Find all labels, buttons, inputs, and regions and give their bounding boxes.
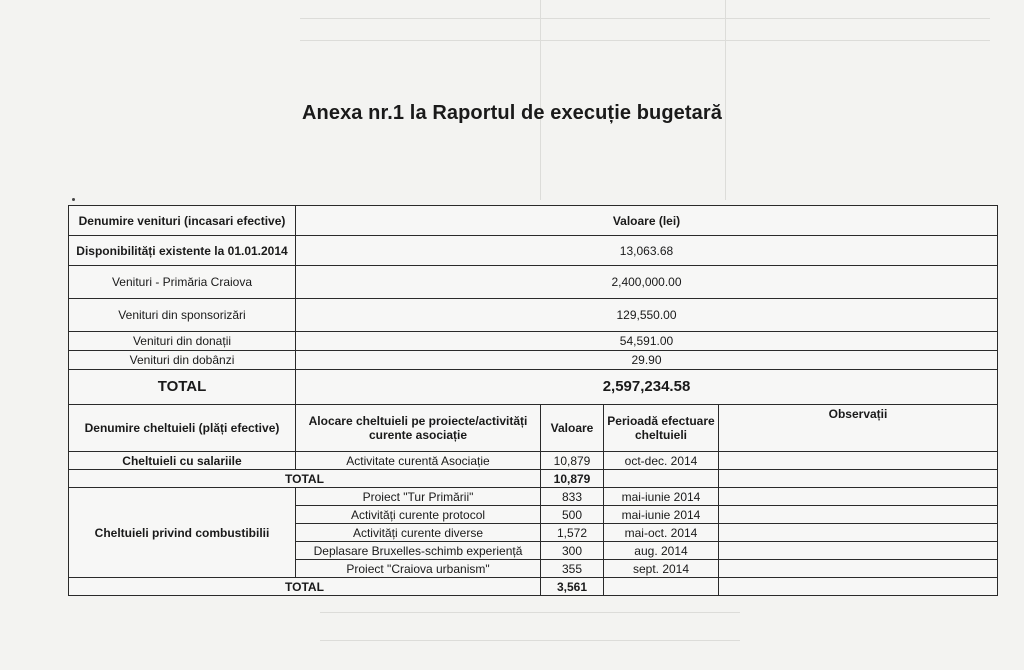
fuel-allocation: Proiect "Craiova urbanism" [296, 560, 541, 578]
salary-period: oct-dec. 2014 [604, 452, 719, 470]
fuel-notes [719, 506, 998, 524]
income-total-label: TOTAL [69, 370, 296, 405]
fuel-allocation: Activități curente diverse [296, 524, 541, 542]
budget-table [68, 205, 998, 596]
fuel-name: Cheltuieli privind combustibilii [69, 488, 296, 578]
income-label: Venituri din dobânzi [69, 351, 296, 370]
fuel-notes [719, 542, 998, 560]
salary-notes [719, 452, 998, 470]
fuel-value: 833 [541, 488, 604, 506]
income-header-label: Denumire venituri (incasari efective) [69, 206, 296, 236]
fuel-allocation: Deplasare Bruxelles-schimb experiență [296, 542, 541, 560]
title-main: Anexa nr.1 la Raportul de [301, 102, 551, 124]
expenses-header-row [69, 405, 998, 452]
fuel-period: mai-oct. 2014 [604, 524, 719, 542]
scan-speck [72, 198, 75, 201]
fuel-notes [719, 524, 998, 542]
fuel-allocation: Proiect "Tur Primării" [296, 488, 541, 506]
page-title [0, 102, 1024, 125]
income-value: 54,591.00 [296, 332, 998, 351]
fuel-total-label: TOTAL [69, 578, 541, 596]
income-total-row [69, 370, 998, 405]
bleed-through-rule [725, 0, 726, 200]
salary-total-period [604, 470, 719, 488]
income-label: Disponibilități existente la 01.01.2014 [69, 236, 296, 266]
income-label: Venituri din sponsorizări [69, 299, 296, 332]
expenses-header-notes: Observații [719, 405, 998, 452]
income-row [69, 266, 998, 299]
fuel-value: 355 [541, 560, 604, 578]
income-label: Venituri - Primăria Craiova [69, 266, 296, 299]
income-label: Venituri din donații [69, 332, 296, 351]
fuel-notes [719, 488, 998, 506]
expenses-header-period: Perioadă efectuare cheltuieli [604, 405, 719, 452]
bleed-through-rule [320, 612, 740, 613]
bleed-through-rule [540, 0, 541, 200]
fuel-row [69, 488, 998, 506]
income-header-row [69, 206, 998, 236]
fuel-total-row [69, 578, 998, 596]
income-row [69, 299, 998, 332]
fuel-total-period [604, 578, 719, 596]
fuel-value: 1,572 [541, 524, 604, 542]
income-value: 29.90 [296, 351, 998, 370]
income-value: 13,063.68 [296, 236, 998, 266]
fuel-notes [719, 560, 998, 578]
salary-total-row [69, 470, 998, 488]
fuel-total-notes [719, 578, 998, 596]
income-header-value: Valoare (lei) [296, 206, 998, 236]
income-total-value: 2,597,234.58 [296, 370, 998, 405]
fuel-allocation: Activități curente protocol [296, 506, 541, 524]
expenses-header-allocation: Alocare cheltuieli pe proiecte/activități curente asociație [296, 405, 541, 452]
salary-row [69, 452, 998, 470]
bleed-through-rule [320, 640, 740, 641]
bleed-through-rule [300, 18, 990, 19]
income-value: 129,550.00 [296, 299, 998, 332]
salary-total-value: 10,879 [541, 470, 604, 488]
fuel-value: 500 [541, 506, 604, 524]
salary-name: Cheltuieli cu salariile [69, 452, 296, 470]
title-word: execuție bugetară [550, 102, 722, 124]
income-row [69, 351, 998, 370]
fuel-period: sept. 2014 [604, 560, 719, 578]
income-value: 2,400,000.00 [296, 266, 998, 299]
bleed-through-rule [300, 40, 990, 41]
income-row [69, 332, 998, 351]
salary-value: 10,879 [541, 452, 604, 470]
expenses-header-value: Valoare [541, 405, 604, 452]
income-row [69, 236, 998, 266]
fuel-period: mai-iunie 2014 [604, 488, 719, 506]
fuel-value: 300 [541, 542, 604, 560]
expenses-header-name: Denumire cheltuieli (plăți efective) [69, 405, 296, 452]
salary-total-label: TOTAL [69, 470, 541, 488]
fuel-period: aug. 2014 [604, 542, 719, 560]
fuel-period: mai-iunie 2014 [604, 506, 719, 524]
salary-allocation: Activitate curentă Asociație [296, 452, 541, 470]
salary-total-notes [719, 470, 998, 488]
fuel-total-value: 3,561 [541, 578, 604, 596]
